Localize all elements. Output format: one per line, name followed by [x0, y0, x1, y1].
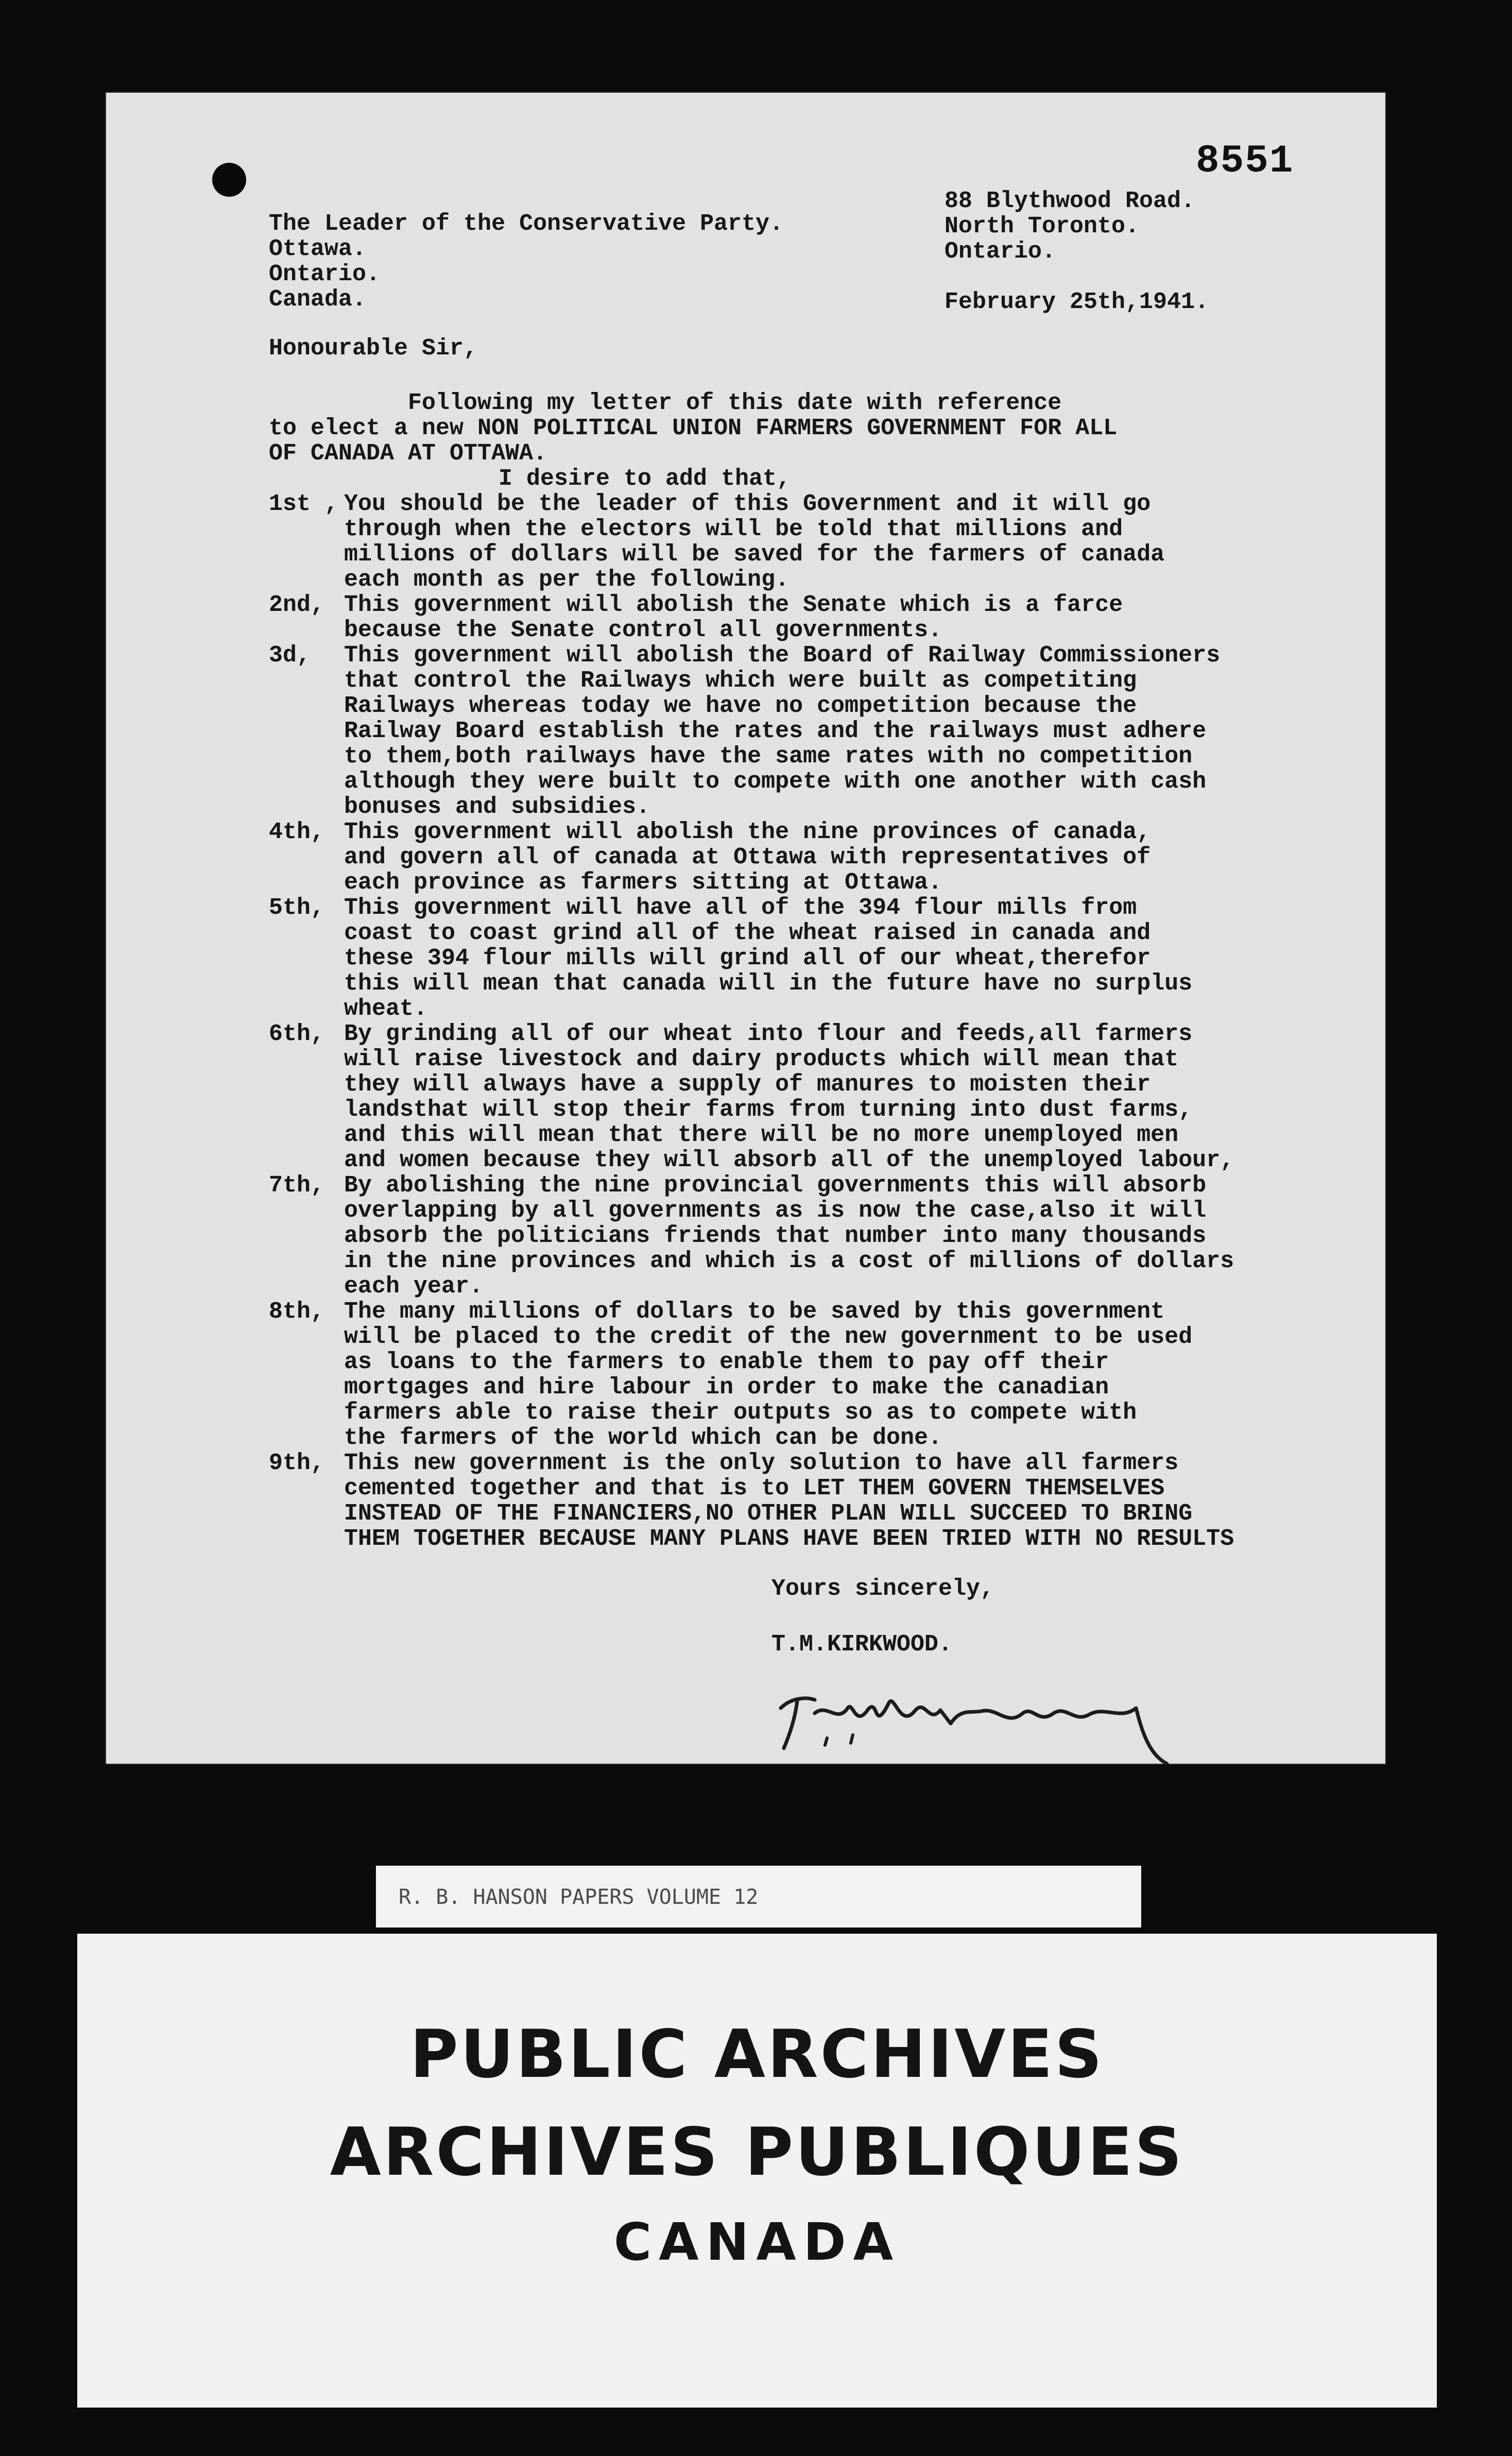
archive-card	[77, 1934, 1437, 2408]
desire-line: I desire to add that,	[499, 466, 791, 492]
item-text: This government will abolish the Board of Railway Commissioners that control the Railways which were built as competiting Railways whereas today we have no competition because the Railway Board establish the rates and the railways must adhere to them,both railways have the same rates with no competition although they were built to compete with one another with cash bonuses and subsidies.	[344, 642, 1221, 820]
item-text: By abolishing the nine provincial governments this will absorb overlapping by all governments as is now the case,also it will absorb the politicians friends that number into many thousands in the nine provinces and which is a cost of millions of dollars each year.	[344, 1172, 1234, 1300]
archive-country: CANADA	[613, 2212, 901, 2272]
archive-volume-text: R. B. HANSON PAPERS VOLUME 12	[399, 1885, 759, 1909]
closing: Yours sincerely,	[771, 1576, 994, 1602]
item-text: You should be the leader of this Government and it will go through when the electors will be told that millions and millions of dollars will be saved for the farmers of canada each month as per the following.	[344, 491, 1165, 593]
archive-title-english: PUBLIC ARCHIVES	[410, 2016, 1104, 2093]
item-text: This new government is the only solution to have all farmers cemented together and that is to LET THEM GOVERN THEMSELVES INSTEAD OF THE FINANCIERS,NO OTHER PLAN WILL SUCCEED TO BRING THEM TOGETHER BECAUSE MANY PLANS HAVE BEEN TRIED WITH NO RESULTS	[344, 1450, 1234, 1552]
punch-hole	[212, 163, 246, 197]
salutation: Honourable Sir,	[269, 335, 478, 362]
archive-title-french: ARCHIVES PUBLIQUES	[330, 2114, 1184, 2191]
intro-paragraph: Following my letter of this date with reference to elect a new NON POLITICAL UNION FARMERS GOVERNMENT FOR ALL OF CANADA AT OTTAWA.	[269, 390, 1118, 467]
item-number: 9th,	[269, 1450, 325, 1476]
item-text: By grinding all of our wheat into flour and feeds,all farmers will raise livestock and dairy products which will mean that they will always have a supply of manures to moisten their landsthat will stop their farms from turning into dust farms, and this will mean that there will be no more unemployed men and women because they will absorb all of the unemployed labour,	[344, 1021, 1234, 1173]
recipient-address: The Leader of the Conservative Party. Ottawa. Ontario. Canada.	[269, 211, 784, 313]
item-text: This government will abolish the Senate which is a farce because the Senate control all governments.	[344, 592, 1123, 643]
item-number: 6th,	[269, 1021, 325, 1047]
item-number: 4th,	[269, 819, 325, 845]
archive-volume-label	[376, 1866, 1141, 1928]
item-number: 7th,	[269, 1172, 325, 1199]
typed-signature: T.M.KIRKWOOD.	[771, 1631, 953, 1658]
item-number: 1st ,	[269, 491, 339, 517]
document-number: 8551	[1196, 139, 1294, 183]
item-text: This government will abolish the nine provinces of canada, and govern all of canada at Ottawa with representatives of each province as farmers sitting at Ottawa.	[344, 819, 1151, 896]
item-number: 3d,	[269, 642, 311, 669]
letter-date: February 25th,1941.	[944, 289, 1209, 315]
handwritten-signature	[765, 1677, 1188, 1765]
sender-address: 88 Blythwood Road. North Toronto. Ontario.	[944, 188, 1195, 265]
item-number: 8th,	[269, 1299, 325, 1325]
item-number: 2nd,	[269, 592, 325, 618]
item-text: This government will have all of the 394 flour mills from coast to coast grind all of the wheat raised in canada and these 394 flour mills will grind all of our wheat,therefor this will mean that canada will in the future have no surplus wheat.	[344, 895, 1193, 1022]
item-number: 5th,	[269, 895, 325, 921]
item-text: The many millions of dollars to be saved by this government will be placed to the credit of the new government to be used as loans to the farmers to enable them to pay off their mortgages and hire labour in order to make the canadian farmers able to raise their outputs so as to compete with the farmers of the world which can be done.	[344, 1299, 1193, 1451]
